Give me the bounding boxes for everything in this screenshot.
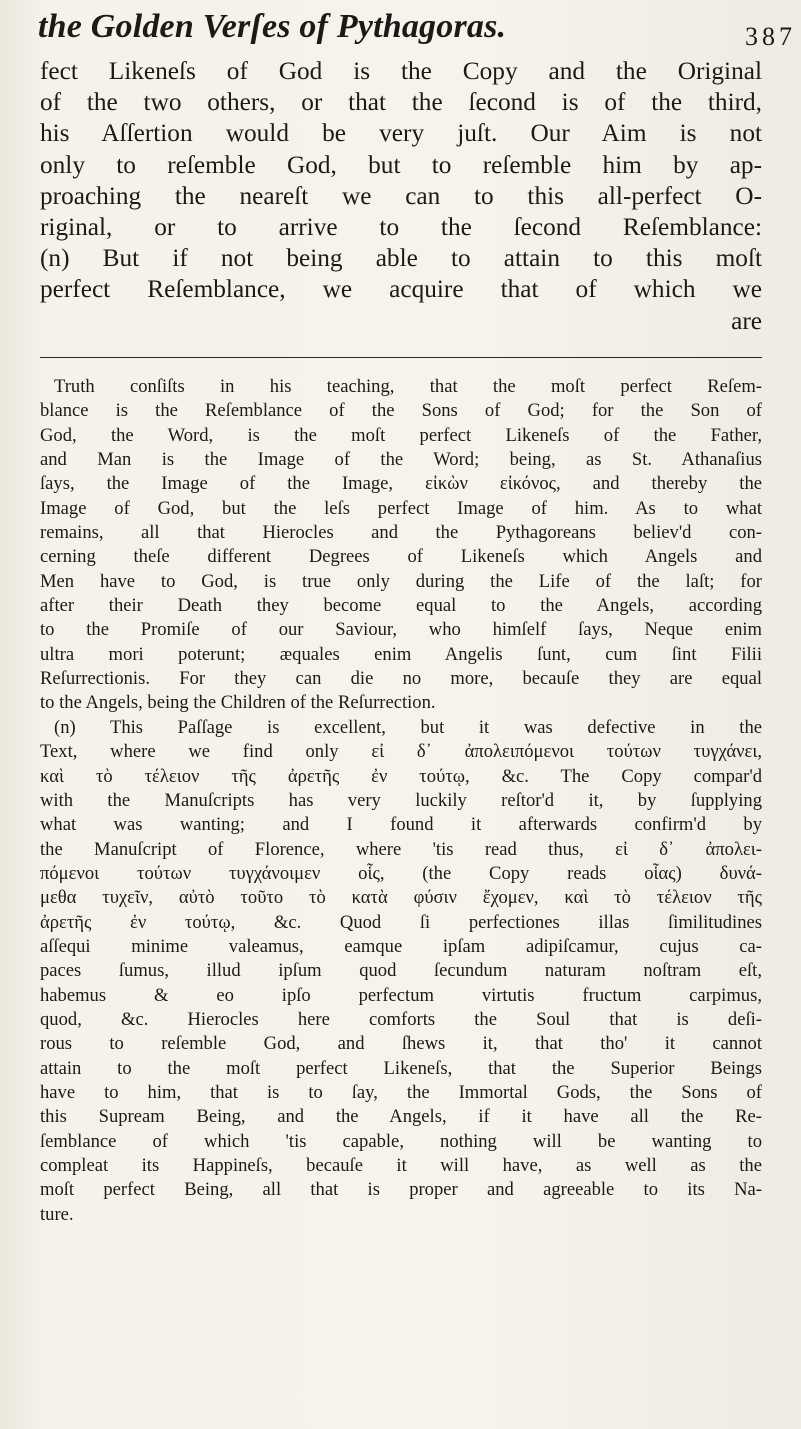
running-title: the Golden Verſes of Pythagoras.	[38, 8, 507, 45]
main-text-line: (n) But if not being able to attain to this moſt	[40, 244, 762, 273]
note-line: Reſurrectionis. For they can die no more, becauſe they are equal	[40, 668, 762, 690]
note-line: ſays, the Image of the Image, εἰκὼν εἰκόνος, and thereby the	[40, 473, 762, 495]
page-number: 387	[745, 22, 796, 51]
main-text-line: riginal, or to arrive to the ſecond Reſemblance:	[40, 213, 762, 242]
main-text-line: perfect Reſemblance, we acquire that of which we	[40, 275, 762, 304]
note-line: to the Promiſe of our Saviour, who himſelf ſays, Neque enim	[40, 619, 762, 641]
note-line: moſt perfect Being, all that is proper and agreeable to its Na-	[40, 1179, 762, 1201]
note-line: attain to the moſt perfect Likeneſs, that the Superior Beings	[40, 1057, 762, 1079]
note-line: aſſequi minime valeamus, eamque ipſam adipiſcamur, cujus ca-	[40, 935, 762, 957]
main-text-line: fect Likeneſs of God is the Copy and the Original	[40, 57, 762, 85]
note-line: and Man is the Image of the Word; being, as St. Athanaſius	[40, 449, 762, 471]
catchword: are	[731, 306, 762, 335]
main-text-line: proaching the neareſt we can to this all-perfect O-	[40, 181, 762, 210]
note-line: have to him, that is to ſay, the Immortal Gods, the Sons of	[40, 1081, 762, 1103]
footnote-rule	[40, 357, 762, 358]
main-text-line: only to reſemble God, but to reſemble him by ap-	[40, 150, 762, 179]
note-line: Men have to God, is true only during the Life of the laſt; for	[40, 570, 762, 592]
note-line: Image of God, but the leſs perfect Image of him. As to what	[40, 497, 762, 519]
note-line: Truth conſiſts in his teaching, that the moſt perfect Reſem-	[54, 376, 762, 397]
note-line: rous to reſemble God, and ſhews it, that tho' it cannot	[40, 1033, 762, 1055]
note-line: ἀρετῆς ἐν τούτῳ, &c. Quod ſi perfectiones illas ſimilitudines	[40, 911, 762, 933]
note-line: πόμενοι τούτων τυγχάνοιμεν οἷς, (the Copy reads οἷας) δυνά-	[40, 862, 762, 884]
note-line: ture.	[40, 1203, 74, 1225]
note-line: μεθα τυχεῖν, αὐτὸ τοῦτο τὸ κατὰ φύσιν ἔχομεν, καὶ τὸ τέλειον τῆς	[40, 887, 762, 909]
running-head	[38, 8, 796, 52]
note-line: cerning theſe different Degrees of Likeneſs which Angels and	[40, 546, 762, 568]
main-text-line: of the two others, or that the ſecond is of the third,	[40, 88, 762, 117]
note-line: the Manuſcript of Florence, where 'tis read thus, εἰ δ᾽ ἀπολει-	[40, 838, 762, 860]
note-line: (n) This Paſſage is excellent, but it was defective in the	[54, 716, 762, 738]
note-line: blance is the Reſemblance of the Sons of God; for the Son of	[40, 400, 762, 422]
note-line: what was wanting; and I found it afterwards confirm'd by	[40, 814, 762, 836]
note-line: God, the Word, is the moſt perfect Likeneſs of the Father,	[40, 424, 762, 446]
note-line: καὶ τὸ τέλειον τῆς ἀρετῆς ἐν τούτῳ, &c. The Copy compar'd	[40, 765, 762, 787]
note-line: to the Angels, being the Children of the Reſurrection.	[40, 692, 436, 714]
note-line: with the Manuſcripts has very luckily reſtor'd it, by ſupplying	[40, 789, 762, 811]
note-line: quod, &c. Hierocles here comforts the Soul that is deſi-	[40, 1008, 762, 1030]
note-line: compleat its Happineſs, becauſe it will have, as well as the	[40, 1155, 762, 1176]
note-line: ultra mori poterunt; æquales enim Angelis ſunt, cum ſint Filii	[40, 643, 762, 665]
note-line: remains, all that Hierocles and the Pythagoreans believ'd con-	[40, 522, 762, 544]
footnotes	[40, 375, 762, 1227]
main-text	[40, 56, 762, 337]
main-text-line: his Aſſertion would be very juſt. Our Aim is not	[40, 119, 762, 148]
note-line: after their Death they become equal to the Angels, according	[40, 595, 762, 617]
note-line: Text, where we find only εἰ δ᾽ ἀπολειπόμενοι τούτων τυγχάνει,	[40, 741, 762, 763]
note-line: paces ſumus, illud ipſum quod ſecundum naturam noſtram eſt,	[40, 960, 762, 982]
note-line: habemus & eo ipſo perfectum virtutis fructum carpimus,	[40, 984, 762, 1006]
note-line: ſemblance of which 'tis capable, nothing will be wanting to	[40, 1130, 762, 1152]
note-line: this Supream Being, and the Angels, if it have all the Re-	[40, 1106, 762, 1128]
